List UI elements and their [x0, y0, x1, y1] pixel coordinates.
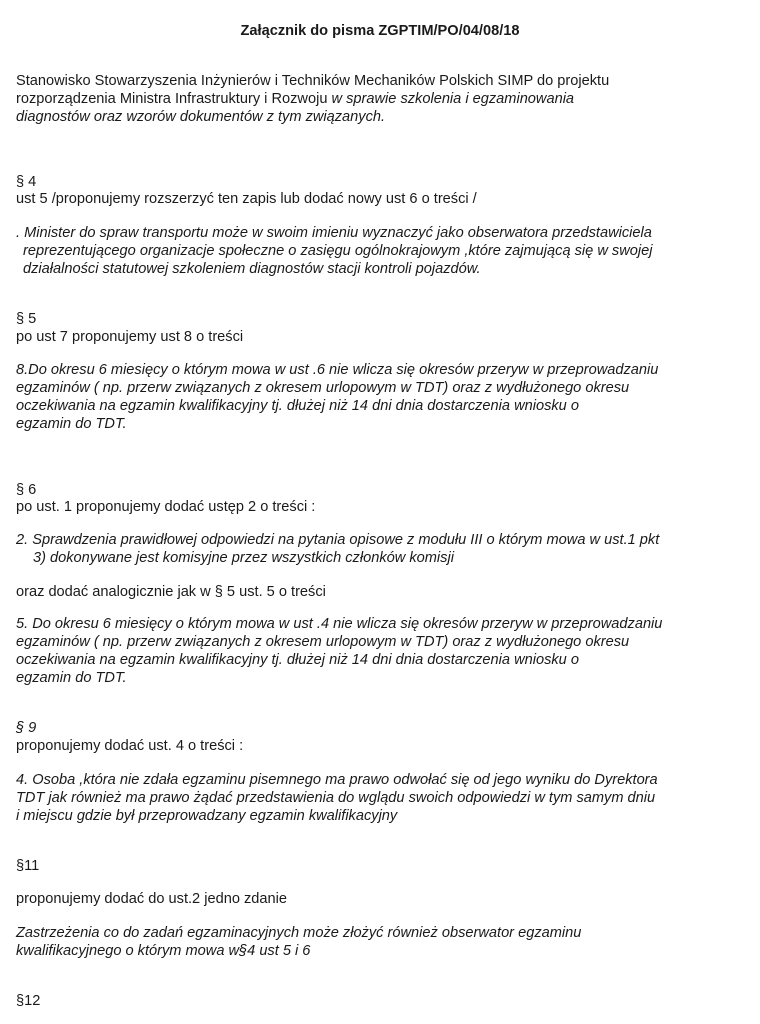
section-5-quote-line-1: 8.Do okresu 6 miesięcy o którym mowa w ust .6 nie wlicza się okresów przeryw w przeprowadzaniu: [16, 362, 659, 378]
section-4-quote-line-1: . Minister do spraw transportu może w swoim imieniu wyznaczyć jako obserwatora przedstawiciela: [16, 225, 652, 241]
section-5-quote-line-4: egzamin do TDT.: [16, 416, 127, 432]
section-11-quote-line-2: kwalifikacyjnego o którym mowa w§4 ust 5 i 6: [16, 943, 311, 959]
section-4-quote-line-3: działalności statutowej szkoleniem diagnostów stacji kontroli pojazdów.: [23, 261, 481, 277]
document-title: Załącznik do pisma ZGPTIM/PO/04/08/18: [240, 23, 520, 39]
section-11-text: proponujemy dodać do ust.2 jedno zdanie: [16, 891, 287, 907]
section-9-quote-line-1: 4. Osoba ,która nie zdała egzaminu pisemnego ma prawo odwołać się od jego wyniku do Dyrektora: [16, 772, 658, 788]
section-6-quote2-line-1: 5. Do okresu 6 miesięcy o którym mowa w ust .4 nie wlicza się okresów przeryw w przeprowadzaniu: [16, 616, 663, 632]
intro-line-2: [16, 91, 574, 108]
section-5-text: po ust 7 proponujemy ust 8 o treści: [16, 329, 244, 345]
intro-line-2-regular: rozporządzenia Ministra Infrastruktury i Rozwoju: [16, 91, 332, 107]
section-11-heading: §11: [16, 858, 40, 874]
section-6-quote2-line-4: egzamin do TDT.: [16, 670, 127, 686]
section-9-quote-line-2: TDT jak również ma prawo żądać przedstawienia do wglądu swoich odpowiedzi w tym samym dniu: [16, 790, 656, 806]
section-9-quote-line-3: i miejscu gdzie był przeprowadzany egzamin kwalifikacyjny: [16, 808, 398, 824]
section-9-heading: § 9: [16, 720, 37, 736]
section-6-text: po ust. 1 proponujemy dodać ustęp 2 o treści :: [16, 499, 316, 515]
section-6-heading: § 6: [16, 482, 37, 498]
section-5-heading: § 5: [16, 311, 37, 327]
section-6-quote2-line-3: oczekiwania na egzamin kwalifikacyjny tj. dłużej niż 14 dni dnia dostarczenia wniosku o: [16, 652, 579, 668]
intro-line-3: diagnostów oraz wzorów dokumentów z tym związanych.: [16, 109, 386, 125]
section-6-quote2-line-2: egzaminów ( np. przerw związanych z okresem urlopowym w TDT) oraz z wydłużonego okresu: [16, 634, 630, 650]
section-4-quote-line-2: reprezentującego organizacje społeczne o zasięgu ogólnokrajowym ,które zajmującą się w swojej: [23, 243, 653, 259]
section-12-heading: §12: [16, 993, 41, 1009]
section-11-quote-line-1: Zastrzeżenia co do zadań egzaminacyjnych może złożyć również obserwator egzaminu: [16, 925, 582, 941]
section-9-text: proponujemy dodać ust. 4 o treści :: [16, 738, 244, 754]
section-4-heading: § 4: [16, 174, 37, 190]
section-6-text-2: oraz dodać analogicznie jak w § 5 ust. 5 o treści: [16, 584, 326, 600]
intro-line-2-italic: w sprawie szkolenia i egzaminowania: [331, 91, 575, 107]
intro-line-1: Stanowisko Stowarzyszenia Inżynierów i Techników Mechaników Polskich SIMP do projektu: [16, 73, 610, 89]
section-6-quote-line-1: 2. Sprawdzenia prawidłowej odpowiedzi na pytania opisowe z modułu III o którym mowa w ust.1 pkt: [16, 532, 660, 548]
section-5-quote-line-2: egzaminów ( np. przerw związanych z okresem urlopowym w TDT) oraz z wydłużonego okresu: [16, 380, 630, 396]
section-4-text: ust 5 /proponujemy rozszerzyć ten zapis lub dodać nowy ust 6 o treści /: [16, 191, 477, 207]
section-5-quote-line-3: oczekiwania na egzamin kwalifikacyjny tj. dłużej niż 14 dni dnia dostarczenia wniosku o: [16, 398, 579, 414]
section-6-quote-line-2: 3) dokonywane jest komisyjne przez wszystkich członków komisji: [33, 550, 454, 566]
